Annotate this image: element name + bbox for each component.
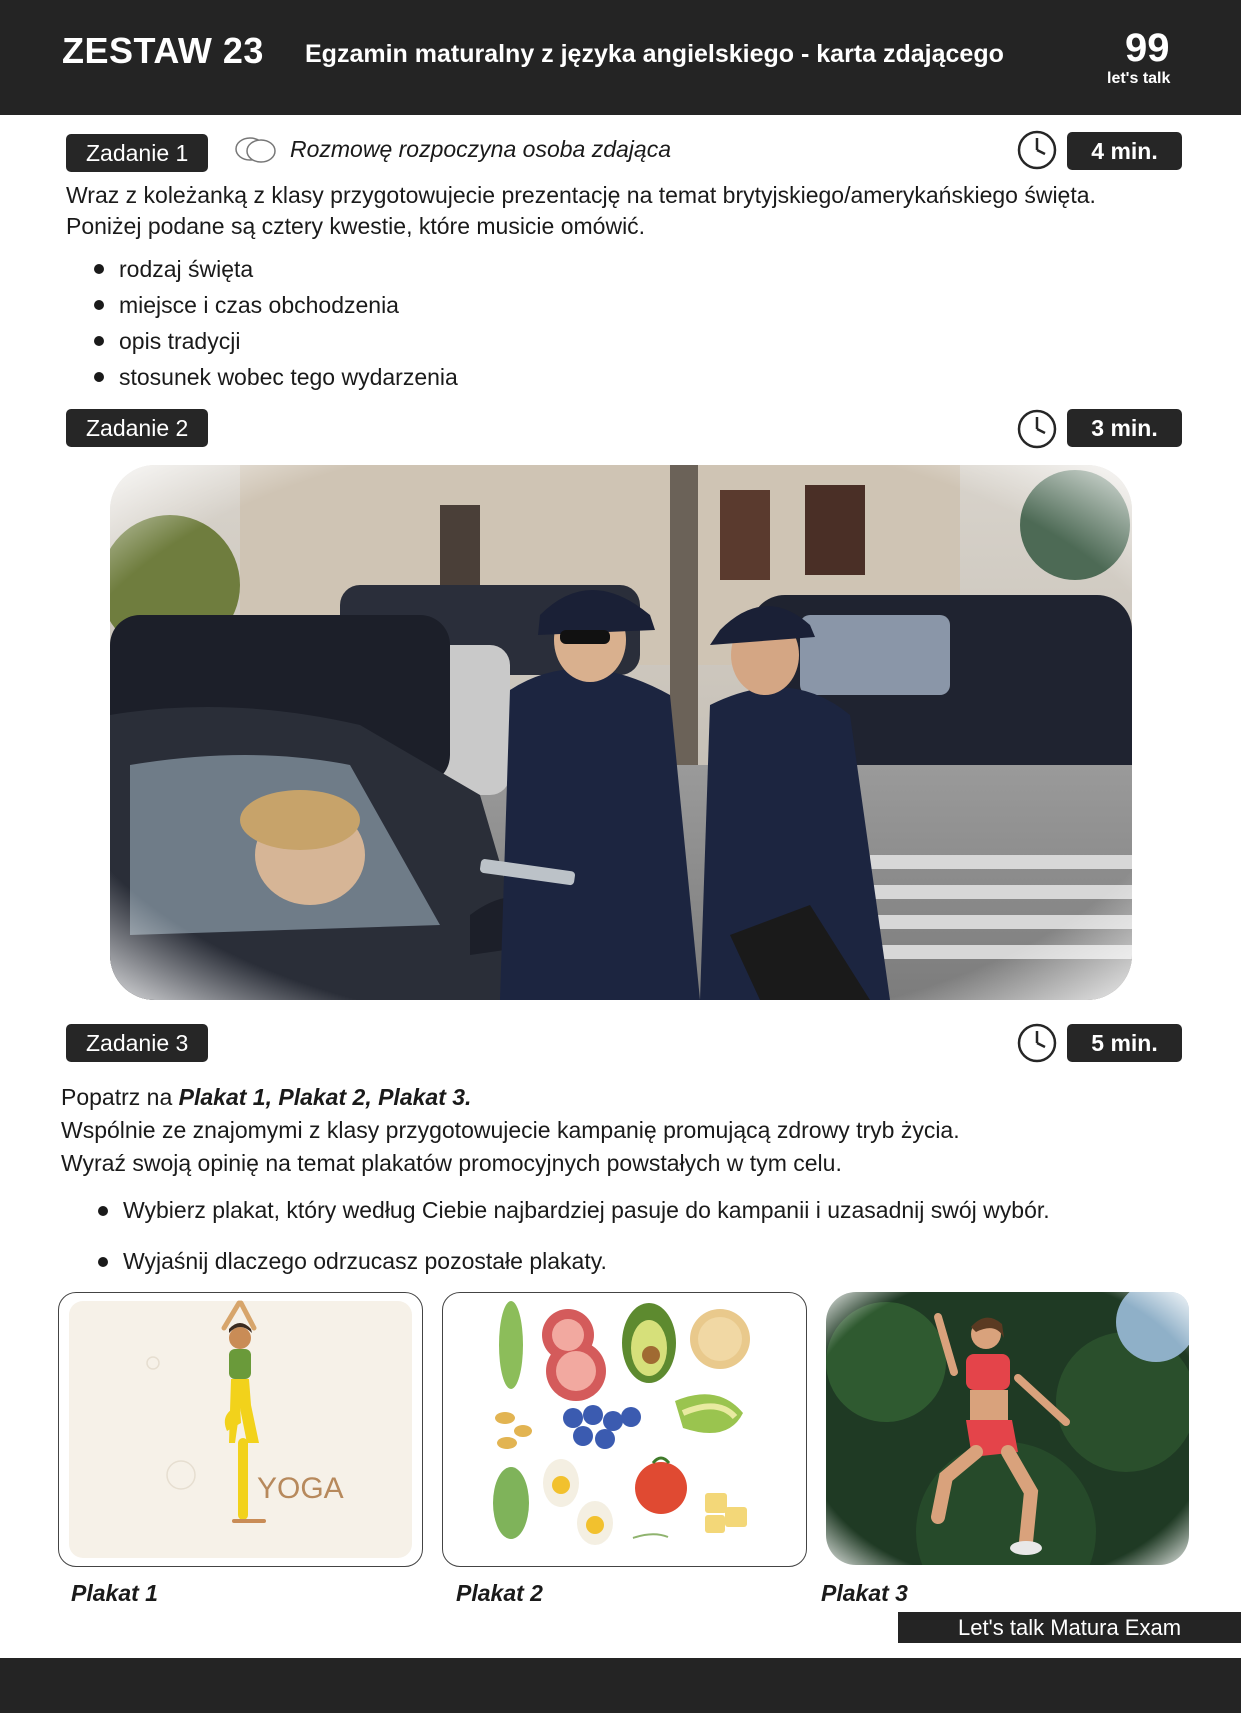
footer-tag: Let's talk Matura Exam [898,1612,1241,1643]
logo-quote-icon: 99 [1125,26,1170,70]
task1-instruction-line2: Poniżej podane są cztery kwestie, które musicie omówić. [66,213,646,239]
task1-instruction [66,180,1096,242]
poster-2 [442,1292,807,1567]
task3-instruction-line1 [61,1081,960,1114]
task3-instruction [61,1081,960,1180]
task1-label: Zadanie 1 [66,134,208,172]
list-item: stosunek wobec tego wydarzenia [91,359,458,395]
speech-bubbles-icon [233,135,279,165]
yoga-text: YOGA [257,1472,344,1505]
yoga-illustration [59,1293,422,1566]
task1-time: 4 min. [1067,132,1182,170]
exam-title: Egzamin maturalny z języka angielskiego - karta zdającego [305,40,1004,68]
task1-note: Rozmowę rozpoczyna osoba zdająca [290,136,671,162]
police-traffic-stop-photo [110,465,1132,1000]
poster-2-label: Plakat 2 [456,1580,543,1606]
logo-text: let's talk [1107,70,1171,87]
poster-3-label: Plakat 3 [821,1580,908,1606]
task2-label: Zadanie 2 [66,409,208,447]
list-item: Wybierz plakat, który według Ciebie najbardziej pasuje do kampanii i uzasadnij swój wybór. [95,1185,1050,1236]
footer-bar [0,1658,1241,1713]
task3-label: Zadanie 3 [66,1024,208,1062]
list-item: Wyjaśnij dlaczego odrzucasz pozostałe plakaty. [95,1236,1050,1287]
task2-time: 3 min. [1067,409,1182,447]
set-title: ZESTAW 23 [62,30,264,71]
task3-time: 5 min. [1067,1024,1182,1062]
task3-instruction-line3: Wyraź swoją opinię na temat plakatów promocyjnych powstałych w tym celu. [61,1150,842,1176]
poster-1-label: Plakat 1 [71,1580,158,1606]
poster-3 [826,1292,1189,1565]
task3-poster-names: Plakat 1, Plakat 2, Plakat 3. [178,1084,472,1110]
lets-talk-logo [1105,28,1185,90]
list-item: miejsce i czas obchodzenia [91,287,458,323]
list-item: rodzaj święta [91,251,458,287]
task1-points [91,251,458,395]
task3-instruction-line2: Wspólnie ze znajomymi z klasy przygotowujecie kampanię promującą zdrowy tryb życia. [61,1117,960,1143]
list-item: opis tradycji [91,323,458,359]
poster-1 [58,1292,423,1567]
task1-instruction-line1: Wraz z koleżanką z klasy przygotowujecie prezentację na temat brytyjskiego/amerykańskiego święta. [66,182,1096,208]
runner-photo [826,1292,1189,1565]
task3-points [95,1185,1050,1287]
clock-icon [1017,409,1057,449]
clock-icon [1017,1023,1057,1063]
clock-icon [1017,130,1057,170]
task3-line1-prefix: Popatrz na [61,1084,179,1110]
page-header [0,0,1241,115]
healthy-food-illustration [443,1293,806,1566]
